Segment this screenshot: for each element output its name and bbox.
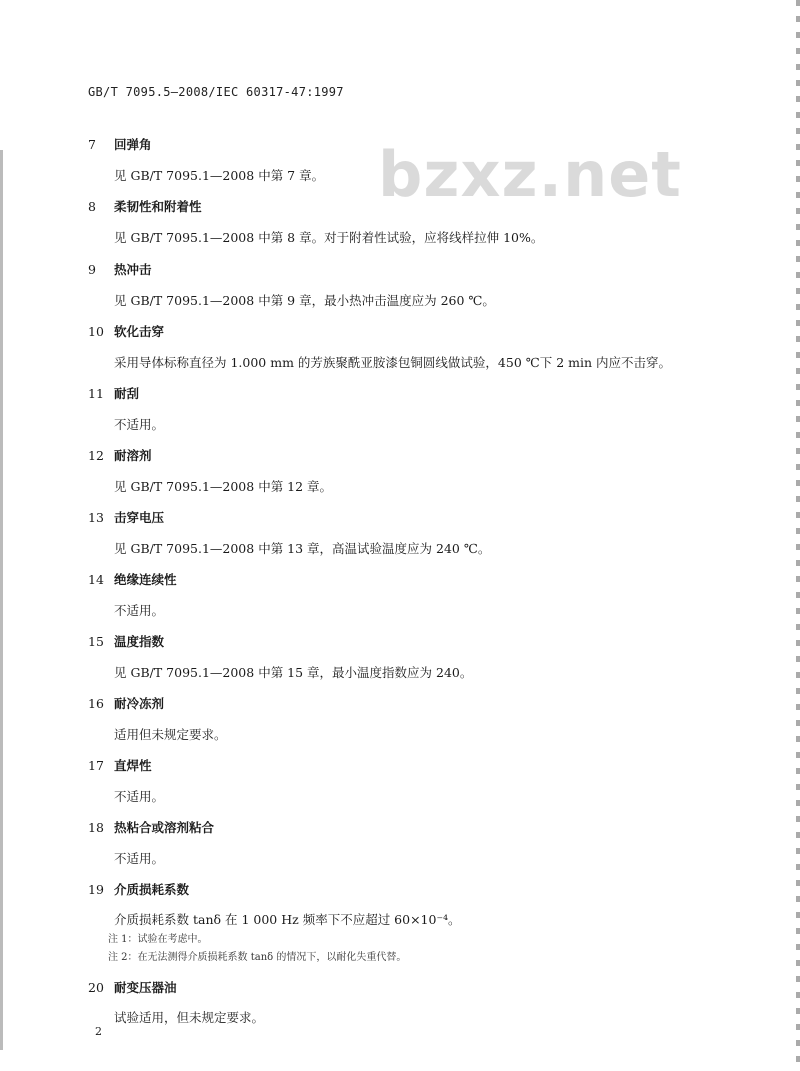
section-number: 7 [88,137,96,152]
section-title: 软化击穿 [114,324,165,339]
section-14-heading [88,570,177,588]
section-17-body: 不适用。 [114,789,165,804]
section-18-body: 不适用。 [114,851,165,866]
section-10-body: 采用导体标称直径为 1.000 mm 的芳族聚酰亚胺漆包铜圆线做试验，450 ℃下 2 min 内应不击穿。 [114,355,672,370]
section-title: 耐刮 [114,386,140,401]
section-title: 柔韧性和附着性 [114,199,202,214]
section-14-body: 不适用。 [114,603,165,618]
section-title: 耐变压器油 [114,980,177,995]
section-12-heading [88,446,152,464]
section-title: 介质损耗系数 [114,882,190,897]
section-number: 19 [88,882,104,897]
section-20-body: 试验适用，但未规定要求。 [114,1010,265,1025]
section-title: 直焊性 [114,758,152,773]
section-title: 耐冷冻剂 [114,696,165,711]
section-number: 10 [88,324,104,339]
section-13-body: 见 GB/T 7095.1—2008 中第 13 章，高温试验温度应为 240 ℃。 [114,541,491,556]
section-8-body: 见 GB/T 7095.1—2008 中第 8 章。对于附着性试验，应将线样拉伸 10%。 [114,230,544,245]
section-15-heading [88,632,164,650]
section-title: 温度指数 [114,634,165,649]
section-16-heading [88,694,164,712]
section-18-heading [88,818,214,836]
section-20-heading [88,978,177,996]
section-number: 18 [88,820,104,835]
section-title: 击穿电压 [114,510,165,525]
section-number: 15 [88,634,104,649]
section-title: 回弹角 [114,137,152,152]
section-19-heading [88,880,189,898]
section-title: 热粘合或溶剂粘合 [114,820,215,835]
section-9-heading [88,260,152,278]
section-11-heading [88,384,139,402]
scan-edge-right [796,0,800,1071]
section-number: 8 [88,199,96,214]
section-number: 20 [88,980,104,995]
section-title: 热冲击 [114,262,152,277]
section-number: 16 [88,696,104,711]
section-13-heading [88,508,164,526]
standard-header: GB/T 7095.5—2008/IEC 60317-47:1997 [88,85,344,99]
section-number: 11 [88,386,104,401]
section-11-body: 不适用。 [114,417,165,432]
section-number: 14 [88,572,104,587]
section-16-body: 适用但未规定要求。 [114,727,227,742]
page-number: 2 [95,1025,102,1038]
scan-edge-left [0,150,3,1050]
section-7-body: 见 GB/T 7095.1—2008 中第 7 章。 [114,168,325,183]
section-12-body: 见 GB/T 7095.1—2008 中第 12 章。 [114,479,333,494]
section-number: 13 [88,510,104,525]
section-10-heading [88,322,164,340]
watermark: bzxz.net [378,138,682,211]
note-1: 注 1：试验在考虑中。 [108,934,208,945]
section-number: 9 [88,262,96,277]
section-15-body: 见 GB/T 7095.1—2008 中第 15 章，最小温度指数应为 240。 [114,665,473,680]
section-7-heading [88,135,152,153]
section-17-heading [88,756,152,774]
note-2: 注 2：在无法测得介质损耗系数 tanδ 的情况下，以耐化失重代替。 [108,952,407,963]
section-number: 12 [88,448,104,463]
section-number: 17 [88,758,104,773]
section-9-body: 见 GB/T 7095.1—2008 中第 9 章，最小热冲击温度应为 260 ℃。 [114,293,495,308]
section-8-heading [88,197,202,215]
section-19-body: 介质损耗系数 tanδ 在 1 000 Hz 频率下不应超过 60×10⁻⁴。 [114,912,461,927]
section-title: 耐溶剂 [114,448,152,463]
section-title: 绝缘连续性 [114,572,177,587]
